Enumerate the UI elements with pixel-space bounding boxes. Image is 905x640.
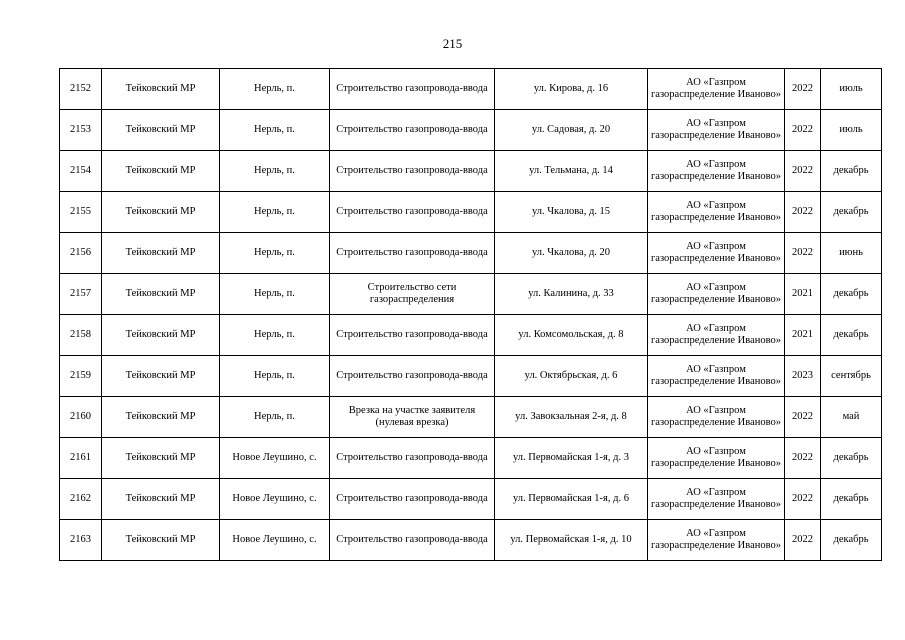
work-type-cell: Строительство газопровода-ввода — [330, 479, 495, 520]
address-cell: ул. Первомайская 1-я, д. 3 — [495, 438, 648, 479]
year-cell: 2022 — [785, 110, 821, 151]
row-number-cell: 2159 — [60, 356, 102, 397]
table-row — [60, 110, 882, 151]
year-cell: 2022 — [785, 397, 821, 438]
address-cell: ул. Кирова, д. 16 — [495, 69, 648, 110]
row-number-cell: 2154 — [60, 151, 102, 192]
settlement-cell: Нерль, п. — [220, 69, 330, 110]
organization-cell: АО «Газпром газораспределение Иваново» — [648, 438, 785, 479]
district-cell: Тейковский МР — [102, 110, 220, 151]
work-type-cell: Строительство газопровода-ввода — [330, 151, 495, 192]
district-cell: Тейковский МР — [102, 274, 220, 315]
settlement-cell: Нерль, п. — [220, 356, 330, 397]
settlement-cell: Новое Леушино, с. — [220, 438, 330, 479]
settlement-cell: Нерль, п. — [220, 397, 330, 438]
district-cell: Тейковский МР — [102, 520, 220, 561]
organization-cell: АО «Газпром газораспределение Иваново» — [648, 69, 785, 110]
year-cell: 2021 — [785, 274, 821, 315]
month-cell: май — [821, 397, 882, 438]
organization-cell: АО «Газпром газораспределение Иваново» — [648, 110, 785, 151]
district-cell: Тейковский МР — [102, 233, 220, 274]
district-cell: Тейковский МР — [102, 192, 220, 233]
work-type-cell: Строительство сети газораспределения — [330, 274, 495, 315]
work-type-cell: Строительство газопровода-ввода — [330, 356, 495, 397]
year-cell: 2022 — [785, 233, 821, 274]
table-row — [60, 233, 882, 274]
district-cell: Тейковский МР — [102, 438, 220, 479]
month-cell: декабрь — [821, 274, 882, 315]
year-cell: 2022 — [785, 69, 821, 110]
district-cell: Тейковский МР — [102, 397, 220, 438]
row-number-cell: 2163 — [60, 520, 102, 561]
row-number-cell: 2160 — [60, 397, 102, 438]
district-cell: Тейковский МР — [102, 479, 220, 520]
address-cell: ул. Первомайская 1-я, д. 6 — [495, 479, 648, 520]
year-cell: 2022 — [785, 479, 821, 520]
month-cell: декабрь — [821, 520, 882, 561]
row-number-cell: 2156 — [60, 233, 102, 274]
work-type-cell: Врезка на участке заявителя (нулевая врезка) — [330, 397, 495, 438]
month-cell: декабрь — [821, 192, 882, 233]
month-cell: июль — [821, 69, 882, 110]
organization-cell: АО «Газпром газораспределение Иваново» — [648, 356, 785, 397]
year-cell: 2022 — [785, 151, 821, 192]
organization-cell: АО «Газпром газораспределение Иваново» — [648, 479, 785, 520]
row-number-cell: 2155 — [60, 192, 102, 233]
address-cell: ул. Завокзальная 2-я, д. 8 — [495, 397, 648, 438]
settlement-cell: Нерль, п. — [220, 315, 330, 356]
year-cell: 2022 — [785, 192, 821, 233]
settlement-cell: Нерль, п. — [220, 151, 330, 192]
month-cell: декабрь — [821, 438, 882, 479]
month-cell: декабрь — [821, 479, 882, 520]
year-cell: 2023 — [785, 356, 821, 397]
address-cell: ул. Чкалова, д. 15 — [495, 192, 648, 233]
address-cell: ул. Садовая, д. 20 — [495, 110, 648, 151]
address-cell: ул. Октябрьская, д. 6 — [495, 356, 648, 397]
month-cell: июнь — [821, 233, 882, 274]
year-cell: 2022 — [785, 520, 821, 561]
work-type-cell: Строительство газопровода-ввода — [330, 315, 495, 356]
table-row — [60, 315, 882, 356]
district-cell: Тейковский МР — [102, 315, 220, 356]
organization-cell: АО «Газпром газораспределение Иваново» — [648, 274, 785, 315]
work-type-cell: Строительство газопровода-ввода — [330, 233, 495, 274]
page-number: 215 — [442, 36, 463, 51]
organization-cell: АО «Газпром газораспределение Иваново» — [648, 397, 785, 438]
district-cell: Тейковский МР — [102, 151, 220, 192]
organization-cell: АО «Газпром газораспределение Иваново» — [648, 520, 785, 561]
address-cell: ул. Первомайская 1-я, д. 10 — [495, 520, 648, 561]
district-cell: Тейковский МР — [102, 356, 220, 397]
table-row — [60, 274, 882, 315]
organization-cell: АО «Газпром газораспределение Иваново» — [648, 315, 785, 356]
organization-cell: АО «Газпром газораспределение Иваново» — [648, 233, 785, 274]
table-body — [60, 69, 882, 561]
settlement-cell: Новое Леушино, с. — [220, 479, 330, 520]
registry-table — [59, 68, 882, 561]
table-row — [60, 192, 882, 233]
row-number-cell: 2162 — [60, 479, 102, 520]
row-number-cell: 2158 — [60, 315, 102, 356]
work-type-cell: Строительство газопровода-ввода — [330, 192, 495, 233]
month-cell: июль — [821, 110, 882, 151]
settlement-cell: Нерль, п. — [220, 274, 330, 315]
row-number-cell: 2153 — [60, 110, 102, 151]
organization-cell: АО «Газпром газораспределение Иваново» — [648, 151, 785, 192]
table-row — [60, 438, 882, 479]
month-cell: декабрь — [821, 315, 882, 356]
month-cell: сентябрь — [821, 356, 882, 397]
work-type-cell: Строительство газопровода-ввода — [330, 110, 495, 151]
settlement-cell: Нерль, п. — [220, 233, 330, 274]
year-cell: 2022 — [785, 438, 821, 479]
table-row — [60, 151, 882, 192]
work-type-cell: Строительство газопровода-ввода — [330, 520, 495, 561]
organization-cell: АО «Газпром газораспределение Иваново» — [648, 192, 785, 233]
address-cell: ул. Тельмана, д. 14 — [495, 151, 648, 192]
table-row — [60, 397, 882, 438]
table-row — [60, 356, 882, 397]
work-type-cell: Строительство газопровода-ввода — [330, 69, 495, 110]
row-number-cell: 2161 — [60, 438, 102, 479]
row-number-cell: 2152 — [60, 69, 102, 110]
table-row — [60, 69, 882, 110]
row-number-cell: 2157 — [60, 274, 102, 315]
settlement-cell: Нерль, п. — [220, 110, 330, 151]
table-row — [60, 479, 882, 520]
address-cell: ул. Чкалова, д. 20 — [495, 233, 648, 274]
year-cell: 2021 — [785, 315, 821, 356]
address-cell: ул. Комсомольская, д. 8 — [495, 315, 648, 356]
address-cell: ул. Калинина, д. 33 — [495, 274, 648, 315]
settlement-cell: Новое Леушино, с. — [220, 520, 330, 561]
work-type-cell: Строительство газопровода-ввода — [330, 438, 495, 479]
settlement-cell: Нерль, п. — [220, 192, 330, 233]
month-cell: декабрь — [821, 151, 882, 192]
table-row — [60, 520, 882, 561]
district-cell: Тейковский МР — [102, 69, 220, 110]
